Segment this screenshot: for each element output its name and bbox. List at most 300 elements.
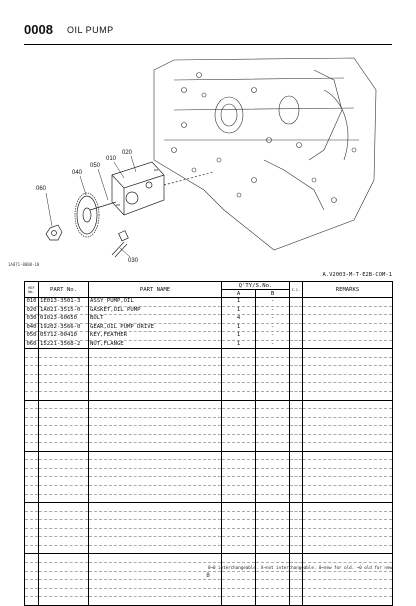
cell-qty-a (222, 597, 256, 606)
cell-part-name (89, 494, 222, 503)
cell-part-no: 01023-60650 (39, 315, 89, 324)
cell-part-name (89, 477, 222, 486)
cell-remarks (303, 366, 393, 375)
cell-part-name (89, 597, 222, 606)
cell-ref (25, 349, 39, 358)
cell-qty-a (222, 588, 256, 597)
cell-qty-a: 1 (222, 323, 256, 332)
cell-ref (25, 392, 39, 401)
cell-part-no (39, 580, 89, 589)
cell-part-name: ASSY PUMP,OIL (89, 298, 222, 307)
cell-qty-b (256, 451, 290, 460)
table-row (25, 443, 393, 452)
cell-remarks (303, 298, 393, 307)
cell-qty-a (222, 528, 256, 537)
cell-part-no (39, 528, 89, 537)
cell-ref (25, 409, 39, 418)
cell-remarks (303, 477, 393, 486)
callout-040: 040 (72, 170, 83, 176)
cell-qty-b (256, 400, 290, 409)
cell-qty-a (222, 426, 256, 435)
cell-remarks (303, 511, 393, 520)
cell-qty-b: - (256, 323, 290, 332)
col-ref: REF No. (25, 282, 39, 298)
cell-remarks (303, 460, 393, 469)
cell-part-name (89, 392, 222, 401)
cell-qty-b (256, 486, 290, 495)
cell-qty-a (222, 374, 256, 383)
cell-qty-b (256, 580, 290, 589)
cell-ref (25, 486, 39, 495)
table-row (25, 332, 393, 341)
table-row (25, 409, 393, 418)
cell-ref (25, 443, 39, 452)
cell-ref: 060 (26, 341, 37, 347)
cell-ref (25, 597, 39, 606)
cell-ic (290, 554, 303, 563)
cell-ic (290, 409, 303, 418)
cell-qty-a (222, 400, 256, 409)
cell-qty-a (222, 460, 256, 469)
cell-qty-b (256, 366, 290, 375)
cell-ref (25, 580, 39, 589)
cell-ic (290, 306, 303, 315)
table-row (25, 340, 393, 349)
cell-part-name (89, 528, 222, 537)
table-row (25, 349, 393, 358)
col-qty-a: A (222, 290, 256, 298)
cell-qty-b (256, 426, 290, 435)
cell-qty-b (256, 417, 290, 426)
callout-010: 010 (106, 156, 117, 162)
cell-ic (290, 349, 303, 358)
cell-ic (290, 494, 303, 503)
cell-ic (290, 537, 303, 546)
cell-part-no (39, 409, 89, 418)
table-row (25, 494, 393, 503)
cell-ic (290, 597, 303, 606)
table-row (25, 537, 393, 546)
table-row (25, 520, 393, 529)
cell-ic (290, 400, 303, 409)
cell-qty-a (222, 520, 256, 529)
cell-remarks (303, 340, 393, 349)
cell-ic (290, 545, 303, 554)
cell-qty-a (222, 434, 256, 443)
cell-ref (25, 366, 39, 375)
cell-ic (290, 392, 303, 401)
table-row (25, 306, 393, 315)
table-row (25, 400, 393, 409)
cell-qty-a (222, 468, 256, 477)
callout-020: 020 (122, 150, 133, 156)
figure-id: 1A071-0008-10 (8, 262, 40, 267)
cell-part-name (89, 451, 222, 460)
cell-ic (290, 443, 303, 452)
cell-remarks (303, 323, 393, 332)
table-row (25, 392, 393, 401)
cell-qty-a (222, 383, 256, 392)
cell-qty-b (256, 588, 290, 597)
col-qty: Q'TY/S.No. (222, 282, 290, 290)
cell-remarks (303, 383, 393, 392)
cell-remarks (303, 503, 393, 512)
cell-ic (290, 374, 303, 383)
cell-qty-a (222, 392, 256, 401)
cell-ref (25, 477, 39, 486)
figure-reference: A.V2003-M-T-E2B-COM-1 (322, 272, 392, 278)
cell-qty-a (222, 366, 256, 375)
cell-part-no (39, 366, 89, 375)
cell-qty-a: 1 (222, 306, 256, 315)
cell-part-name (89, 409, 222, 418)
cell-ic (290, 426, 303, 435)
cell-ref (25, 528, 39, 537)
cell-qty-a (222, 554, 256, 563)
cell-ic (290, 357, 303, 366)
cell-qty-b (256, 520, 290, 529)
cell-qty-a (222, 443, 256, 452)
table-row (25, 417, 393, 426)
cell-ic (290, 477, 303, 486)
cell-ref (25, 434, 39, 443)
table-row (25, 597, 393, 606)
gear-drawing (75, 193, 116, 237)
cell-qty-b (256, 554, 290, 563)
cell-part-name (89, 537, 222, 546)
cell-ic (290, 298, 303, 307)
cell-remarks (303, 443, 393, 452)
cell-part-no (39, 392, 89, 401)
cell-part-name (89, 426, 222, 435)
cell-remarks (303, 486, 393, 495)
cell-qty-a (222, 409, 256, 418)
cell-ic (290, 366, 303, 375)
cell-qty-b (256, 443, 290, 452)
cell-remarks (303, 580, 393, 589)
cell-qty-b: - (256, 306, 290, 315)
cell-part-name (89, 503, 222, 512)
table-row (25, 554, 393, 563)
cell-remarks (303, 426, 393, 435)
cell-part-name: GASKET,OIL PUMP (89, 306, 222, 315)
cell-remarks (303, 315, 393, 324)
nut-drawing (46, 225, 62, 240)
cell-part-no (39, 374, 89, 383)
engine-block (154, 58, 376, 250)
cell-qty-b (256, 528, 290, 537)
cell-ic (290, 486, 303, 495)
cell-part-no (39, 451, 89, 460)
cell-qty-b (256, 374, 290, 383)
table-row (25, 357, 393, 366)
cell-remarks (303, 306, 393, 315)
cell-part-no (39, 494, 89, 503)
table-row (25, 528, 393, 537)
table-row (25, 468, 393, 477)
cell-remarks (303, 392, 393, 401)
cell-qty-a (222, 477, 256, 486)
cell-ic (290, 580, 303, 589)
table-row (25, 511, 393, 520)
cell-remarks (303, 588, 393, 597)
table-row (25, 366, 393, 375)
cell-part-name (89, 374, 222, 383)
parts-diagram (24, 50, 392, 272)
cell-part-name (89, 486, 222, 495)
cell-part-no (39, 545, 89, 554)
cell-ref (25, 554, 39, 563)
cell-part-name (89, 511, 222, 520)
cell-part-name (89, 554, 222, 563)
cell-part-no (39, 443, 89, 452)
cell-ic (290, 323, 303, 332)
cell-remarks (303, 554, 393, 563)
cell-ic (290, 340, 303, 349)
cell-part-name (89, 460, 222, 469)
col-remarks: REMARKS (303, 282, 393, 298)
table-row (25, 383, 393, 392)
cell-ic (290, 520, 303, 529)
cell-ref (25, 383, 39, 392)
table-row (25, 460, 393, 469)
cell-ic (290, 315, 303, 324)
cell-remarks (303, 332, 393, 341)
col-part-no: PART No. (39, 282, 89, 298)
cell-ic (290, 468, 303, 477)
cell-ref (25, 537, 39, 546)
cell-part-name (89, 349, 222, 358)
cell-remarks (303, 417, 393, 426)
cell-remarks (303, 520, 393, 529)
cell-part-no (39, 417, 89, 426)
cell-qty-a (222, 511, 256, 520)
cell-part-no (39, 383, 89, 392)
cell-qty-a: 1 (222, 332, 256, 341)
cell-qty-a (222, 349, 256, 358)
cell-part-name (89, 588, 222, 597)
cell-remarks (303, 374, 393, 383)
cell-part-name (89, 580, 222, 589)
cell-ref (25, 511, 39, 520)
cell-ic (290, 503, 303, 512)
cell-qty-b (256, 409, 290, 418)
cell-ref (25, 588, 39, 597)
cell-part-name (89, 468, 222, 477)
parts-table-body (25, 298, 393, 606)
cell-qty-b (256, 545, 290, 554)
cell-part-name (89, 520, 222, 529)
cell-qty-a (222, 503, 256, 512)
table-row (25, 503, 393, 512)
table-row (25, 434, 393, 443)
cell-remarks (303, 537, 393, 546)
cell-qty-b (256, 434, 290, 443)
cell-qty-a (222, 545, 256, 554)
cell-part-name (89, 443, 222, 452)
table-row (25, 477, 393, 486)
cell-part-name: GEAR,OIL PUMP DRIVE (89, 323, 222, 332)
cell-qty-b: - (256, 298, 290, 307)
cell-part-name (89, 417, 222, 426)
cell-qty-b (256, 383, 290, 392)
cell-qty-a (222, 494, 256, 503)
cell-ref: 030 (26, 315, 37, 322)
cell-ref (25, 460, 39, 469)
cell-qty-b (256, 477, 290, 486)
table-row (25, 374, 393, 383)
table-row (25, 426, 393, 435)
cell-part-no (39, 597, 89, 606)
cell-qty-a (222, 451, 256, 460)
cell-qty-b (256, 468, 290, 477)
callout-060: 060 (36, 186, 47, 192)
col-part-name: PART NAME (89, 282, 222, 298)
cell-part-no: 1E013-3501-3 (39, 298, 89, 307)
cell-qty-a (222, 417, 256, 426)
cell-part-no (39, 588, 89, 597)
section-title: OIL PUMP (67, 25, 114, 35)
table-row (25, 323, 393, 332)
cell-ref (25, 400, 39, 409)
cell-qty-a (222, 486, 256, 495)
table-row (25, 545, 393, 554)
header-rule (24, 44, 392, 45)
parts-table (24, 281, 393, 606)
cell-qty-b (256, 537, 290, 546)
cell-remarks (303, 409, 393, 418)
cell-qty-b (256, 349, 290, 358)
section-code: 0008 (24, 22, 53, 37)
cell-ref (25, 426, 39, 435)
cell-part-no: 1A021-3515-0 (39, 306, 89, 315)
cell-part-name: NUT,FLANGE (89, 340, 222, 349)
cell-part-no (39, 562, 89, 571)
callout-050: 050 (90, 163, 101, 169)
table-row (25, 298, 393, 307)
cell-qty-a (222, 357, 256, 366)
cell-ic (290, 417, 303, 426)
cell-ic (290, 383, 303, 392)
cell-part-no: 19202-3566-0 (39, 323, 89, 332)
cell-part-no: 05712-00410 (39, 332, 89, 341)
cell-qty-b (256, 494, 290, 503)
cell-remarks (303, 434, 393, 443)
cell-part-no (39, 400, 89, 409)
cell-part-no (39, 537, 89, 546)
cell-remarks (303, 545, 393, 554)
cell-ref (25, 503, 39, 512)
cell-ic (290, 434, 303, 443)
cell-part-no (39, 357, 89, 366)
cell-qty-a: 4 (222, 315, 256, 324)
cell-part-no (39, 520, 89, 529)
table-row (25, 315, 393, 324)
cell-qty-a (222, 580, 256, 589)
cell-qty-b (256, 392, 290, 401)
cell-part-no (39, 426, 89, 435)
cell-part-no (39, 434, 89, 443)
cell-ref (25, 417, 39, 426)
cell-ref (25, 468, 39, 477)
table-row (25, 451, 393, 460)
cell-ic (290, 511, 303, 520)
cell-qty-b: - (256, 332, 290, 341)
cell-part-no (39, 554, 89, 563)
cell-qty-a (222, 537, 256, 546)
col-ic: I.C. (290, 282, 303, 298)
oil-pump-drawing (112, 162, 214, 215)
cell-qty-a: 1 (222, 298, 256, 307)
cell-qty-b (256, 357, 290, 366)
cell-remarks (303, 357, 393, 366)
cell-part-no (39, 503, 89, 512)
cell-part-name (89, 383, 222, 392)
cell-qty-b (256, 511, 290, 520)
cell-ref (25, 520, 39, 529)
page-header (24, 22, 392, 42)
cell-part-no (39, 349, 89, 358)
cell-part-name: BOLT (89, 315, 222, 324)
page-number: 8 (206, 573, 210, 579)
cell-remarks (303, 494, 393, 503)
cell-qty-b (256, 597, 290, 606)
cell-ic (290, 588, 303, 597)
table-row (25, 580, 393, 589)
cell-part-name (89, 366, 222, 375)
cell-ref: 050 (26, 332, 37, 339)
cell-remarks (303, 468, 393, 477)
cell-part-no (39, 468, 89, 477)
interchangeability-legend: 0→0 interchangeable. X→not interchangeable. 0←new for old. →0 old for new (207, 565, 392, 570)
cell-remarks (303, 349, 393, 358)
cell-ic (290, 528, 303, 537)
cell-qty-b: - (256, 315, 290, 324)
col-qty-b: B (256, 290, 290, 298)
cell-ic (290, 460, 303, 469)
cell-part-name: KEY,FEATHER (89, 332, 222, 341)
cell-ref: 020 (26, 306, 37, 313)
cell-part-no (39, 460, 89, 469)
cell-part-name (89, 357, 222, 366)
cell-qty-a: 1 (222, 340, 256, 349)
cell-remarks (303, 528, 393, 537)
cell-ref (25, 451, 39, 460)
cell-part-name (89, 545, 222, 554)
cell-part-name (89, 562, 222, 571)
cell-ref: 010 (26, 298, 37, 305)
cell-ref (25, 562, 39, 571)
cell-ref (25, 374, 39, 383)
callout-030: 030 (128, 258, 139, 264)
cell-part-no (39, 511, 89, 520)
cell-part-name (89, 434, 222, 443)
cell-qty-b (256, 503, 290, 512)
cell-ref (25, 545, 39, 554)
cell-part-no: 15221-3568-2 (39, 340, 89, 349)
cell-ic (290, 451, 303, 460)
cell-part-no (39, 486, 89, 495)
cell-remarks (303, 400, 393, 409)
cell-part-no (39, 477, 89, 486)
table-row (25, 588, 393, 597)
table-row (25, 486, 393, 495)
cell-ref (25, 357, 39, 366)
cell-qty-b: - (256, 340, 290, 349)
cell-part-name (89, 400, 222, 409)
cell-remarks (303, 451, 393, 460)
cell-remarks (303, 597, 393, 606)
